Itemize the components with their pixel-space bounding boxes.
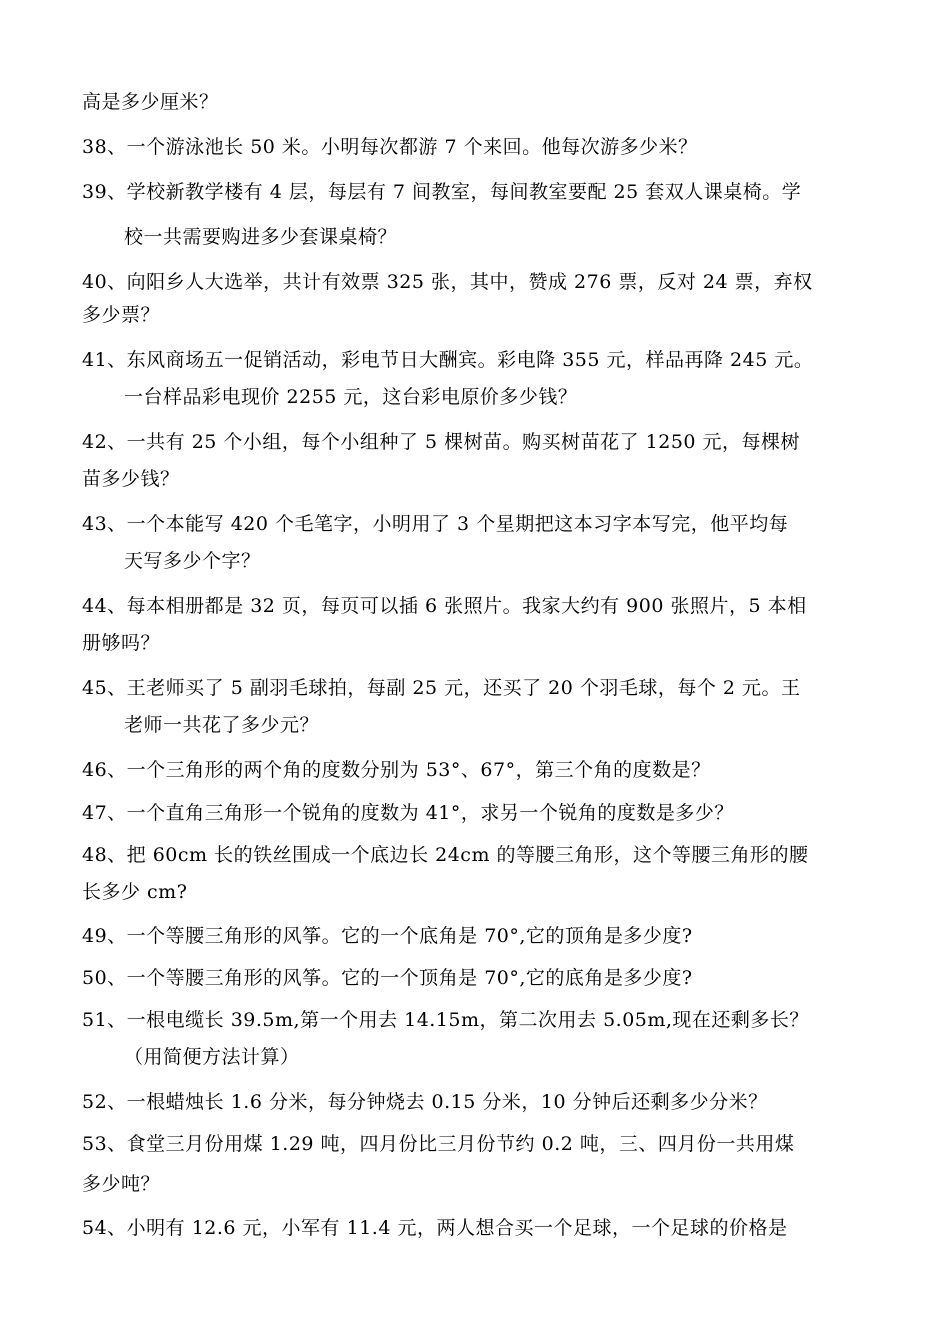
question-43: 43、一个本能写 420 个毛笔字，小明用了 3 个星期把这本习字本写完，他平均每 [82,513,789,535]
text-line: 老师一共花了多少元？ [124,714,320,736]
text-line: 苗多少钱？ [82,468,180,490]
text-line: 天写多少个字？ [124,550,261,572]
question-48: 48、把 60cm 长的铁丝围成一个底边长 24cm 的等腰三角形，这个等腰三角形的腰 [82,844,809,866]
text-line: 多少吨？ [82,1173,161,1195]
text-line: 册够吗？ [82,632,161,654]
question-47: 47、一个直角三角形一个锐角的度数为 41°，求另一个锐角的度数是多少？ [82,802,734,824]
question-51: 51、一根电缆长 39.5m,第一个用去 14.15m，第二次用去 5.05m,现在还剩多长？ [82,1009,809,1031]
question-54: 54、小明有 12.6 元，小军有 11.4 元，两人想合买一个足球，一个足球的价格是 [82,1217,788,1239]
question-49: 49、一个等腰三角形的风筝。它的一个底角是 70°,它的顶角是多少度? [82,925,693,947]
text-line: 高是多少厘米？ [82,91,219,113]
question-53: 53、食堂三月份用煤 1.29 吨，四月份比三月份节约 0.2 吨，三、四月份一共用煤 [82,1133,795,1155]
text-line: （用简便方法计算） [124,1046,300,1068]
question-41: 41、东风商场五一促销活动，彩电节日大酬宾。彩电降 355 元，样品再降 245 元。 [82,349,814,371]
text-line: 一台样品彩电现价 2255 元，这台彩电原价多少钱？ [124,386,578,408]
question-42: 42、一共有 25 个小组，每个小组种了 5 棵树苗。购买树苗花了 1250 元，每棵树 [82,431,801,453]
text-line: 校一共需要购进多少套课桌椅？ [124,226,398,248]
question-45: 45、王老师买了 5 副羽毛球拍，每副 25 元，还买了 20 个羽毛球，每个 2 元。王 [82,677,801,699]
question-39: 39、学校新教学楼有 4 层，每层有 7 间教室，每间教室要配 25 套双人课桌椅。学 [82,181,802,203]
question-44: 44、每本相册都是 32 页，每页可以插 6 张照片。我家大约有 900 张照片，5 本相 [82,595,807,617]
question-46: 46、一个三角形的两个角的度数分别为 53°、67°，第三个角的度数是？ [82,759,711,781]
question-38: 38、一个游泳池长 50 米。小明每次都游 7 个来回。他每次游多少米？ [82,136,698,158]
question-40: 40、向阳乡人大选举，共计有效票 325 张，其中，赞成 276 票，反对 24 票，弃权 [82,271,813,293]
question-52: 52、一根蜡烛长 1.6 分米，每分钟烧去 0.15 分米，10 分钟后还剩多少分米？ [82,1091,768,1113]
text-line: 长多少 cm? [82,881,188,903]
question-50: 50、一个等腰三角形的风筝。它的一个顶角是 70°,它的底角是多少度? [82,967,693,989]
text-line: 多少票？ [82,304,161,326]
